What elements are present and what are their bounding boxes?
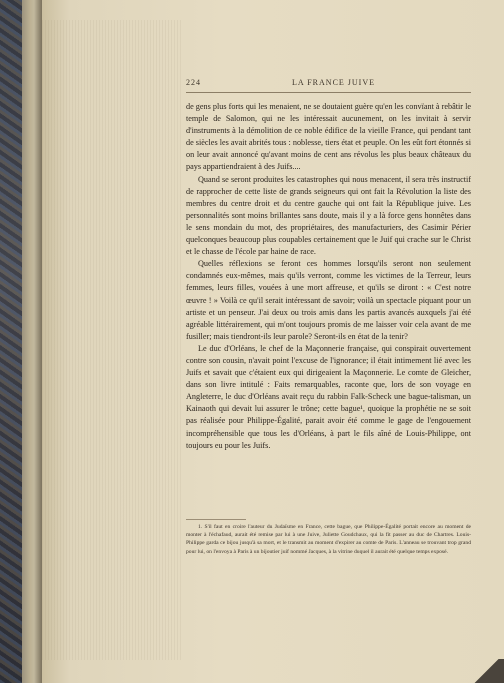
marbled-cover-edge — [0, 0, 22, 683]
footnote — [186, 523, 471, 556]
paragraph: de gens plus forts qui les menaient, ne se doutaient guère qu'en les convïant à rebâtir le temple de Salomon, qui ne les intéressait aucunement, on les invitait à servir d'instruments à la démolition de ce noble édifice de la vieille France, qui pendant tant de siècles les avait abrités tous : noblesse, tiers état et peuple. On les eût fort étonnés si on leur avait annoncé qu'avant moins de cent ans révolus les plus beaux châteaux du pays appartiendraient à des Juifs.... — [186, 102, 471, 172]
page-corner — [474, 659, 504, 683]
stacked-leaves — [42, 20, 182, 660]
page-number: 224 — [186, 78, 201, 87]
paragraph: Quelles réflexions se feront ces hommes lorsqu'ils seront non seulement condamnés eux-mêmes, mais qu'ils verront, comme les victimes de la Terreur, leurs femmes, leurs filles, vouées à une mort affreuse, et qu'ils se diront : « C'est notre œuvre ! » Voilà ce qu'il serait intéressant de savoir; voilà un spectacle piquant pour un artiste et un penseur. J'ai deux ou trois amis dans les partis avancés auxquels j'ai été agréable littérairement, qui m'ont toujours promis de me laisser voir cela avant de me fusiller; mais tiendront-ils leur parole? Seront-ils en état de la tenir? — [186, 259, 471, 341]
header-rule — [186, 92, 471, 93]
paragraph: Quand se seront produites les catastrophes qui nous menacent, il sera très instructif de rapprocher de cette liste de grands seigneurs qui ont fait la Révolution la liste des membres du centre droit et du centre gauche qui ont fait la République juive. Les personnalités sont moins brillantes sans doute, mais il y a là force gens honnêtes dans le sens mondain du mot, des propriétaires, des manufacturiers, des Casimir Périer quelconques beaucoup plus coupables certainement que le Juif qui crache sur le Christ et le chasse de l'école par haine de race. — [186, 174, 471, 257]
paragraph: Le duc d'Orléans, le chef de la Maçonnerie française, qui conspirait ouvertement contre son cousin, n'avait point l'excuse de l'ignorance; il était intimement lié avec les Juifs et savait que c'étaient eux qui dirigeaient la Maçonnerie. Le comte de Gleicher, dans son livre intitulé : Faits remarquables, raconte que, lors de son voyage en Angleterre, le duc d'Orléans avait reçu du rabbin Falk-Scheck une bague-talisman, un Kainaoth qui devait lui assurer le trône; cette bague¹, quoique la prophétie ne se soit pas réalisée pour Philippe-Égalité, parait avoir été comme le gage de l'engouement incompréhensible que tous les d'Orléans, à part le fils aîné de Louis-Philippe, ont toujours eu pour les Juifs. — [186, 343, 471, 450]
running-title: LA FRANCE JUIVE — [292, 78, 376, 87]
footnote-text: 1. S'il faut en croire l'auteur du Judaïsme en France, cette bague, que Philippe-Égalité portait encore au moment de monter à l'échafaud, aurait été remise par lui à une Juive, Juliette Goudchaux, qui la fit passer au duc de Chartres. Louis-Philippe garda ce bijou jusqu'à sa mort, et le transmit au moment d'expirer au comte de Paris. L'anneau se trouvant trop grand pour lui, on l'envoya à Paris à un bijoutier juif nommé Jacques, à la vitrine duquel il aurait été quelque temps exposé. — [186, 524, 471, 555]
footnote-rule — [186, 519, 246, 520]
page-block-edge — [22, 0, 42, 683]
body-text — [186, 101, 471, 452]
running-header — [186, 78, 476, 90]
